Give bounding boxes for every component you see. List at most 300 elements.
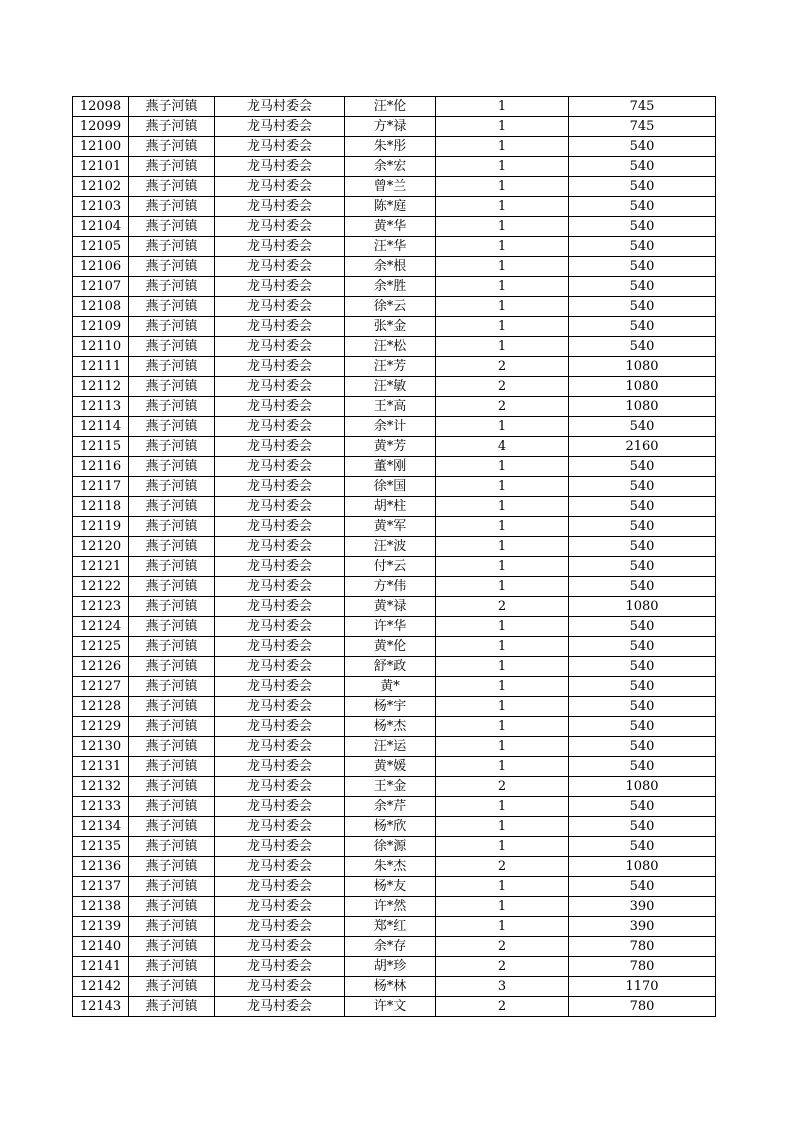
serial-number-cell: 12133	[73, 797, 129, 817]
serial-number-cell: 12106	[73, 257, 129, 277]
name-cell: 余*计	[345, 417, 436, 437]
serial-number-cell: 12117	[73, 477, 129, 497]
household-size-cell: 1	[436, 537, 569, 557]
town-cell: 燕子河镇	[129, 737, 215, 757]
amount-cell: 540	[569, 537, 716, 557]
name-cell: 汪*运	[345, 737, 436, 757]
amount-cell: 1170	[569, 977, 716, 997]
amount-cell: 540	[569, 737, 716, 757]
town-cell: 燕子河镇	[129, 397, 215, 417]
name-cell: 汪*华	[345, 237, 436, 257]
amount-cell: 1080	[569, 397, 716, 417]
table-row	[73, 317, 716, 337]
amount-cell: 540	[569, 557, 716, 577]
village-committee-cell: 龙马村委会	[215, 677, 345, 697]
serial-number-cell: 12125	[73, 637, 129, 657]
village-committee-cell: 龙马村委会	[215, 377, 345, 397]
amount-cell: 540	[569, 317, 716, 337]
amount-cell: 540	[569, 277, 716, 297]
serial-number-cell: 12130	[73, 737, 129, 757]
table-row	[73, 717, 716, 737]
household-size-cell: 2	[436, 597, 569, 617]
name-cell: 黄*芳	[345, 437, 436, 457]
town-cell: 燕子河镇	[129, 237, 215, 257]
amount-cell: 540	[569, 797, 716, 817]
roster-table	[72, 96, 716, 1017]
serial-number-cell: 12114	[73, 417, 129, 437]
table-row	[73, 637, 716, 657]
amount-cell: 540	[569, 417, 716, 437]
name-cell: 朱*杰	[345, 857, 436, 877]
roster-body	[73, 97, 716, 1017]
name-cell: 陈*庭	[345, 197, 436, 217]
table-row	[73, 917, 716, 937]
village-committee-cell: 龙马村委会	[215, 497, 345, 517]
town-cell: 燕子河镇	[129, 457, 215, 477]
name-cell: 黄*	[345, 677, 436, 697]
household-size-cell: 1	[436, 617, 569, 637]
village-committee-cell: 龙马村委会	[215, 697, 345, 717]
serial-number-cell: 12100	[73, 137, 129, 157]
table-row	[73, 357, 716, 377]
village-committee-cell: 龙马村委会	[215, 577, 345, 597]
household-size-cell: 1	[436, 817, 569, 837]
table-row	[73, 617, 716, 637]
table-row	[73, 257, 716, 277]
household-size-cell: 1	[436, 337, 569, 357]
town-cell: 燕子河镇	[129, 437, 215, 457]
table-row	[73, 97, 716, 117]
serial-number-cell: 12139	[73, 917, 129, 937]
town-cell: 燕子河镇	[129, 617, 215, 637]
town-cell: 燕子河镇	[129, 97, 215, 117]
amount-cell: 540	[569, 157, 716, 177]
village-committee-cell: 龙马村委会	[215, 757, 345, 777]
serial-number-cell: 12121	[73, 557, 129, 577]
name-cell: 王*高	[345, 397, 436, 417]
village-committee-cell: 龙马村委会	[215, 897, 345, 917]
table-row	[73, 777, 716, 797]
village-committee-cell: 龙马村委会	[215, 357, 345, 377]
table-row	[73, 217, 716, 237]
village-committee-cell: 龙马村委会	[215, 257, 345, 277]
amount-cell: 390	[569, 897, 716, 917]
amount-cell: 540	[569, 657, 716, 677]
amount-cell: 540	[569, 877, 716, 897]
serial-number-cell: 12104	[73, 217, 129, 237]
name-cell: 余*根	[345, 257, 436, 277]
household-size-cell: 3	[436, 977, 569, 997]
table-row	[73, 117, 716, 137]
serial-number-cell: 12098	[73, 97, 129, 117]
serial-number-cell: 12143	[73, 997, 129, 1017]
town-cell: 燕子河镇	[129, 117, 215, 137]
town-cell: 燕子河镇	[129, 697, 215, 717]
amount-cell: 745	[569, 97, 716, 117]
town-cell: 燕子河镇	[129, 757, 215, 777]
village-committee-cell: 龙马村委会	[215, 977, 345, 997]
amount-cell: 540	[569, 457, 716, 477]
town-cell: 燕子河镇	[129, 257, 215, 277]
household-size-cell: 1	[436, 217, 569, 237]
household-size-cell: 1	[436, 477, 569, 497]
amount-cell: 540	[569, 497, 716, 517]
town-cell: 燕子河镇	[129, 597, 215, 617]
town-cell: 燕子河镇	[129, 377, 215, 397]
amount-cell: 540	[569, 257, 716, 277]
village-committee-cell: 龙马村委会	[215, 517, 345, 537]
household-size-cell: 1	[436, 737, 569, 757]
name-cell: 胡*珍	[345, 957, 436, 977]
town-cell: 燕子河镇	[129, 417, 215, 437]
serial-number-cell: 12103	[73, 197, 129, 217]
serial-number-cell: 12142	[73, 977, 129, 997]
amount-cell: 540	[569, 517, 716, 537]
household-size-cell: 1	[436, 97, 569, 117]
serial-number-cell: 12115	[73, 437, 129, 457]
village-committee-cell: 龙马村委会	[215, 97, 345, 117]
household-size-cell: 1	[436, 197, 569, 217]
table-row	[73, 377, 716, 397]
serial-number-cell: 12119	[73, 517, 129, 537]
amount-cell: 540	[569, 177, 716, 197]
household-size-cell: 1	[436, 577, 569, 597]
name-cell: 方*伟	[345, 577, 436, 597]
table-row	[73, 817, 716, 837]
serial-number-cell: 12118	[73, 497, 129, 517]
household-size-cell: 1	[436, 297, 569, 317]
table-row	[73, 597, 716, 617]
serial-number-cell: 12136	[73, 857, 129, 877]
serial-number-cell: 12108	[73, 297, 129, 317]
serial-number-cell: 12129	[73, 717, 129, 737]
household-size-cell: 1	[436, 517, 569, 537]
town-cell: 燕子河镇	[129, 557, 215, 577]
household-size-cell: 2	[436, 957, 569, 977]
table-row	[73, 897, 716, 917]
town-cell: 燕子河镇	[129, 797, 215, 817]
name-cell: 舒*政	[345, 657, 436, 677]
household-size-cell: 1	[436, 137, 569, 157]
town-cell: 燕子河镇	[129, 217, 215, 237]
name-cell: 王*金	[345, 777, 436, 797]
name-cell: 董*刚	[345, 457, 436, 477]
table-row	[73, 797, 716, 817]
village-committee-cell: 龙马村委会	[215, 197, 345, 217]
town-cell: 燕子河镇	[129, 857, 215, 877]
table-row	[73, 237, 716, 257]
household-size-cell: 1	[436, 457, 569, 477]
household-size-cell: 2	[436, 377, 569, 397]
village-committee-cell: 龙马村委会	[215, 597, 345, 617]
table-row	[73, 757, 716, 777]
table-row	[73, 517, 716, 537]
name-cell: 胡*柱	[345, 497, 436, 517]
serial-number-cell: 12101	[73, 157, 129, 177]
name-cell: 朱*彤	[345, 137, 436, 157]
town-cell: 燕子河镇	[129, 957, 215, 977]
name-cell: 许*文	[345, 997, 436, 1017]
name-cell: 杨*杰	[345, 717, 436, 737]
village-committee-cell: 龙马村委会	[215, 957, 345, 977]
town-cell: 燕子河镇	[129, 277, 215, 297]
serial-number-cell: 12140	[73, 937, 129, 957]
serial-number-cell: 12131	[73, 757, 129, 777]
household-size-cell: 1	[436, 757, 569, 777]
town-cell: 燕子河镇	[129, 817, 215, 837]
serial-number-cell: 12116	[73, 457, 129, 477]
village-committee-cell: 龙马村委会	[215, 637, 345, 657]
village-committee-cell: 龙马村委会	[215, 717, 345, 737]
town-cell: 燕子河镇	[129, 877, 215, 897]
name-cell: 汪*松	[345, 337, 436, 357]
household-size-cell: 1	[436, 837, 569, 857]
town-cell: 燕子河镇	[129, 297, 215, 317]
town-cell: 燕子河镇	[129, 777, 215, 797]
household-size-cell: 1	[436, 697, 569, 717]
village-committee-cell: 龙马村委会	[215, 657, 345, 677]
name-cell: 曾*兰	[345, 177, 436, 197]
serial-number-cell: 12132	[73, 777, 129, 797]
name-cell: 汪*伦	[345, 97, 436, 117]
village-committee-cell: 龙马村委会	[215, 997, 345, 1017]
serial-number-cell: 12124	[73, 617, 129, 637]
amount-cell: 780	[569, 997, 716, 1017]
household-size-cell: 1	[436, 117, 569, 137]
serial-number-cell: 12127	[73, 677, 129, 697]
table-row	[73, 277, 716, 297]
village-committee-cell: 龙马村委会	[215, 837, 345, 857]
table-row	[73, 857, 716, 877]
town-cell: 燕子河镇	[129, 517, 215, 537]
household-size-cell: 1	[436, 917, 569, 937]
household-size-cell: 1	[436, 657, 569, 677]
household-size-cell: 1	[436, 717, 569, 737]
town-cell: 燕子河镇	[129, 937, 215, 957]
table-row	[73, 957, 716, 977]
amount-cell: 540	[569, 697, 716, 717]
village-committee-cell: 龙马村委会	[215, 277, 345, 297]
household-size-cell: 2	[436, 937, 569, 957]
name-cell: 杨*宇	[345, 697, 436, 717]
amount-cell: 1080	[569, 357, 716, 377]
amount-cell: 540	[569, 477, 716, 497]
table-row	[73, 457, 716, 477]
table-row	[73, 937, 716, 957]
household-size-cell: 2	[436, 777, 569, 797]
village-committee-cell: 龙马村委会	[215, 557, 345, 577]
town-cell: 燕子河镇	[129, 317, 215, 337]
name-cell: 余*存	[345, 937, 436, 957]
village-committee-cell: 龙马村委会	[215, 237, 345, 257]
village-committee-cell: 龙马村委会	[215, 917, 345, 937]
serial-number-cell: 12102	[73, 177, 129, 197]
town-cell: 燕子河镇	[129, 717, 215, 737]
table-row	[73, 137, 716, 157]
name-cell: 黄*媛	[345, 757, 436, 777]
name-cell: 徐*云	[345, 297, 436, 317]
household-size-cell: 1	[436, 277, 569, 297]
village-committee-cell: 龙马村委会	[215, 857, 345, 877]
serial-number-cell: 12109	[73, 317, 129, 337]
village-committee-cell: 龙马村委会	[215, 317, 345, 337]
household-size-cell: 2	[436, 357, 569, 377]
household-size-cell: 1	[436, 557, 569, 577]
town-cell: 燕子河镇	[129, 577, 215, 597]
town-cell: 燕子河镇	[129, 357, 215, 377]
serial-number-cell: 12105	[73, 237, 129, 257]
village-committee-cell: 龙马村委会	[215, 617, 345, 637]
town-cell: 燕子河镇	[129, 657, 215, 677]
name-cell: 方*禄	[345, 117, 436, 137]
amount-cell: 540	[569, 217, 716, 237]
town-cell: 燕子河镇	[129, 137, 215, 157]
household-size-cell: 4	[436, 437, 569, 457]
serial-number-cell: 12138	[73, 897, 129, 917]
amount-cell: 540	[569, 637, 716, 657]
amount-cell: 540	[569, 237, 716, 257]
village-committee-cell: 龙马村委会	[215, 737, 345, 757]
table-row	[73, 677, 716, 697]
town-cell: 燕子河镇	[129, 977, 215, 997]
name-cell: 杨*林	[345, 977, 436, 997]
village-committee-cell: 龙马村委会	[215, 797, 345, 817]
amount-cell: 540	[569, 617, 716, 637]
serial-number-cell: 12134	[73, 817, 129, 837]
village-committee-cell: 龙马村委会	[215, 137, 345, 157]
town-cell: 燕子河镇	[129, 157, 215, 177]
amount-cell: 540	[569, 677, 716, 697]
table-row	[73, 657, 716, 677]
serial-number-cell: 12110	[73, 337, 129, 357]
household-size-cell: 1	[436, 797, 569, 817]
household-size-cell: 1	[436, 257, 569, 277]
household-size-cell: 2	[436, 857, 569, 877]
village-committee-cell: 龙马村委会	[215, 537, 345, 557]
name-cell: 余*芹	[345, 797, 436, 817]
table-row	[73, 397, 716, 417]
serial-number-cell: 12099	[73, 117, 129, 137]
household-size-cell: 1	[436, 897, 569, 917]
name-cell: 张*金	[345, 317, 436, 337]
village-committee-cell: 龙马村委会	[215, 777, 345, 797]
amount-cell: 780	[569, 957, 716, 977]
table-row	[73, 337, 716, 357]
town-cell: 燕子河镇	[129, 537, 215, 557]
town-cell: 燕子河镇	[129, 917, 215, 937]
table-row	[73, 837, 716, 857]
town-cell: 燕子河镇	[129, 177, 215, 197]
village-committee-cell: 龙马村委会	[215, 417, 345, 437]
village-committee-cell: 龙马村委会	[215, 397, 345, 417]
amount-cell: 540	[569, 577, 716, 597]
name-cell: 许*然	[345, 897, 436, 917]
serial-number-cell: 12112	[73, 377, 129, 397]
table-row	[73, 977, 716, 997]
village-committee-cell: 龙马村委会	[215, 337, 345, 357]
amount-cell: 540	[569, 197, 716, 217]
town-cell: 燕子河镇	[129, 837, 215, 857]
table-row	[73, 157, 716, 177]
household-size-cell: 1	[436, 317, 569, 337]
village-committee-cell: 龙马村委会	[215, 437, 345, 457]
village-committee-cell: 龙马村委会	[215, 117, 345, 137]
serial-number-cell: 12113	[73, 397, 129, 417]
amount-cell: 780	[569, 937, 716, 957]
serial-number-cell: 12122	[73, 577, 129, 597]
table-row	[73, 997, 716, 1017]
table-row	[73, 877, 716, 897]
village-committee-cell: 龙马村委会	[215, 877, 345, 897]
name-cell: 黄*禄	[345, 597, 436, 617]
amount-cell: 540	[569, 757, 716, 777]
amount-cell: 540	[569, 297, 716, 317]
amount-cell: 1080	[569, 597, 716, 617]
name-cell: 杨*欣	[345, 817, 436, 837]
table-row	[73, 297, 716, 317]
name-cell: 徐*源	[345, 837, 436, 857]
household-size-cell: 1	[436, 677, 569, 697]
name-cell: 杨*友	[345, 877, 436, 897]
village-committee-cell: 龙马村委会	[215, 457, 345, 477]
serial-number-cell: 12135	[73, 837, 129, 857]
serial-number-cell: 12141	[73, 957, 129, 977]
household-size-cell: 2	[436, 397, 569, 417]
name-cell: 徐*国	[345, 477, 436, 497]
serial-number-cell: 12137	[73, 877, 129, 897]
table-row	[73, 477, 716, 497]
village-committee-cell: 龙马村委会	[215, 817, 345, 837]
table-row	[73, 197, 716, 217]
name-cell: 汪*波	[345, 537, 436, 557]
name-cell: 黄*华	[345, 217, 436, 237]
name-cell: 郑*红	[345, 917, 436, 937]
amount-cell: 1080	[569, 857, 716, 877]
amount-cell: 745	[569, 117, 716, 137]
town-cell: 燕子河镇	[129, 637, 215, 657]
name-cell: 余*胜	[345, 277, 436, 297]
household-size-cell: 1	[436, 237, 569, 257]
name-cell: 许*华	[345, 617, 436, 637]
household-size-cell: 2	[436, 997, 569, 1017]
table-row	[73, 577, 716, 597]
village-committee-cell: 龙马村委会	[215, 297, 345, 317]
town-cell: 燕子河镇	[129, 897, 215, 917]
household-size-cell: 1	[436, 157, 569, 177]
serial-number-cell: 12123	[73, 597, 129, 617]
town-cell: 燕子河镇	[129, 477, 215, 497]
name-cell: 黄*军	[345, 517, 436, 537]
household-size-cell: 1	[436, 637, 569, 657]
amount-cell: 540	[569, 337, 716, 357]
village-committee-cell: 龙马村委会	[215, 157, 345, 177]
household-size-cell: 1	[436, 417, 569, 437]
serial-number-cell: 12128	[73, 697, 129, 717]
serial-number-cell: 12126	[73, 657, 129, 677]
table-row	[73, 537, 716, 557]
serial-number-cell: 12107	[73, 277, 129, 297]
serial-number-cell: 12120	[73, 537, 129, 557]
table-row	[73, 177, 716, 197]
town-cell: 燕子河镇	[129, 197, 215, 217]
household-size-cell: 1	[436, 497, 569, 517]
household-size-cell: 1	[436, 877, 569, 897]
village-committee-cell: 龙马村委会	[215, 477, 345, 497]
amount-cell: 390	[569, 917, 716, 937]
table-row	[73, 737, 716, 757]
amount-cell: 540	[569, 837, 716, 857]
name-cell: 汪*敏	[345, 377, 436, 397]
